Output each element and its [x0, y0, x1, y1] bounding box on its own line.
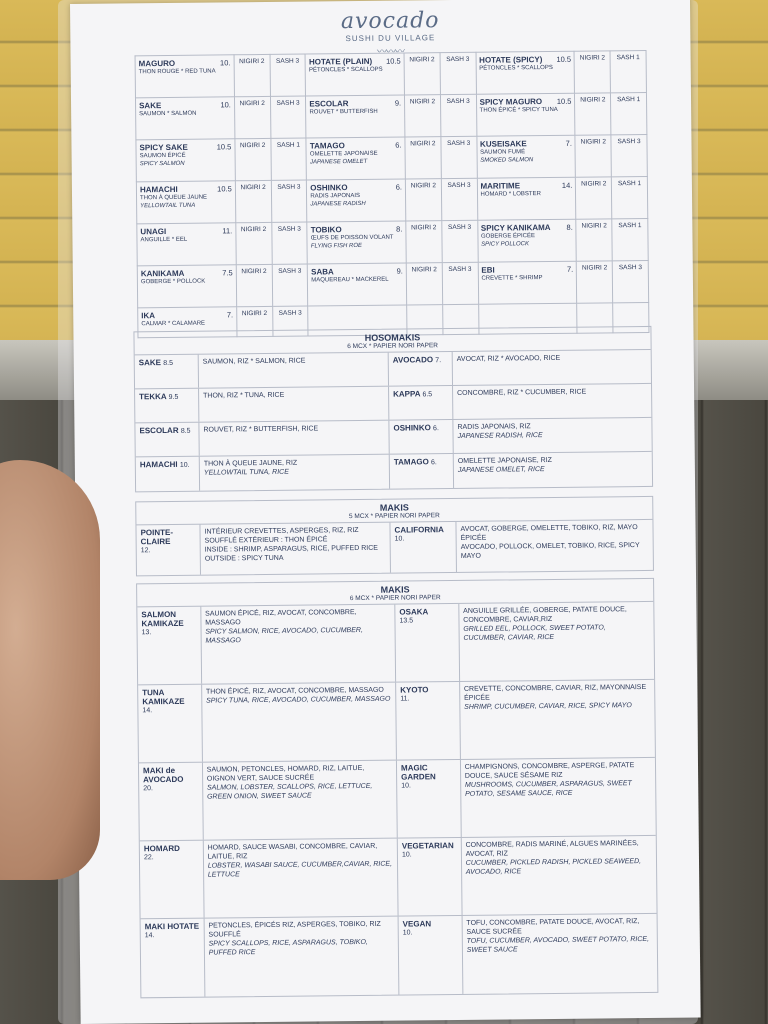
nigiri-price: 7. [226, 310, 234, 320]
hosomaki-price: 6. [432, 425, 439, 433]
nigiri-item-cell [137, 223, 236, 266]
hand [0, 460, 100, 880]
nigiri-name: TAMAGO [309, 141, 345, 151]
nigiri-desc-fr: MAQUEREAU * MACKEREL [311, 276, 389, 284]
maki-name-cell [138, 685, 203, 763]
maki-desc-cell [456, 520, 653, 572]
hosomaki-name-cell [390, 454, 454, 489]
maki-price: 12. [140, 547, 151, 555]
hosomaki-row [135, 418, 651, 457]
nigiri-item-cell [305, 53, 404, 96]
maki-desc-fr: CONCOMBRE, RADIS MARINÉ, ALGUES MARINÉES, AVOCAT, RIZ [465, 840, 639, 858]
nigiri-desc-en: JAPANESE RADISH [310, 200, 366, 208]
maki-row [139, 758, 656, 841]
hosomaki-desc: OMELETTE JAPONAISE, RIZ [457, 456, 552, 465]
nigiri-item-cell [477, 177, 576, 220]
hosomaki-desc: ROUVET, RIZ * BUTTERFISH, RICE [203, 425, 319, 434]
maki-name-cell [395, 604, 460, 682]
maki-name: TUNA KAMIKAZE [142, 688, 185, 707]
hosomaki-name: ESCOLAR [139, 425, 181, 436]
maki-desc-en: AVOCADO, POLLOCK, OMELET, TOBIKO, RICE, SPICY MAYO [460, 542, 640, 560]
nigiri-desc-en: JAPANESE OMELET [309, 158, 368, 166]
maki-desc-cell [462, 914, 657, 994]
nigiri-desc-fr: PÉTONCLES * SCALLOPS [308, 66, 383, 74]
nigiri-price: 10.5 [216, 142, 232, 152]
nigiri-desc-fr: ŒUFS DE POISSON VOLANT [310, 234, 394, 242]
nigiri-desc-fr: OMELETTE JAPONAISE [309, 150, 378, 158]
hosomaki-desc-cell [200, 455, 390, 491]
hosomaki-name: AVOCADO [392, 355, 436, 365]
maki-name-cell [137, 607, 202, 685]
nigiri-desc-fr: THON À QUEUE JAUNE [140, 194, 208, 202]
nigiri-desc-fr: ANGUILLE * EEL [140, 236, 188, 244]
maki-price: 10. [394, 535, 405, 543]
nigiri-label: NIGIRI 2 [406, 221, 442, 263]
hosomaki-desc-en: JAPANESE RADISH, RICE [457, 432, 543, 440]
maki-name-cell [396, 682, 461, 760]
nigiri-label: NIGIRI 2 [234, 96, 270, 138]
sashimi-label: SASH 3 [271, 180, 307, 222]
maki-row [138, 680, 655, 763]
hosomaki-name-cell [135, 423, 199, 457]
sashimi-label: SASH 3 [441, 136, 477, 178]
nigiri-name: SAKE [139, 101, 162, 111]
nigiri-name: SPICY SAKE [139, 142, 188, 153]
nigiri-price: 6. [395, 182, 403, 192]
nigiri-desc-fr: SAUMON FUMÉ [480, 149, 526, 156]
hosomaki-name: HAMACHI [139, 459, 180, 470]
logo-waves-icon: 〰〰〰 [376, 46, 405, 58]
nigiri-name: KANIKAMA [140, 268, 185, 279]
nigiri-label: NIGIRI 2 [235, 180, 271, 222]
nigiri-price: 7.5 [222, 268, 233, 278]
nigiri-item-cell [137, 265, 236, 308]
nigiri-price: 8. [566, 222, 573, 232]
nigiri-label: NIGIRI 2 [235, 138, 271, 180]
nigiri-label: NIGIRI 2 [405, 179, 441, 221]
nigiri-label: NIGIRI 2 [404, 53, 440, 95]
maki-name: SALMON KAMIKAZE [141, 609, 184, 629]
nigiri-desc-fr: GOBERGE ÉPICÉE [480, 233, 536, 240]
section-subtitle: 6 MCX * PAPIER NORI PAPER [135, 340, 651, 355]
nigiri-desc-fr: CREVETTE * SHRIMP [481, 275, 543, 282]
maki-desc-en: SHRIMP, CUCUMBER, CAVIAR, RICE, SPICY MAYO [464, 702, 632, 711]
hosomaki-price: 9.5 [168, 393, 179, 401]
nigiri-row [136, 134, 647, 181]
maki-desc-cell [461, 758, 656, 837]
nigiri-item-cell [478, 261, 577, 304]
hosomaki-desc-cell [454, 452, 644, 488]
maki-desc-cell [204, 917, 399, 997]
nigiri-price: 10. [219, 58, 231, 68]
nigiri-name: SPICY KANIKAMA [480, 222, 551, 233]
nigiri-desc-en: SPICY POLLOCK [481, 241, 530, 248]
menu-sheet [70, 0, 701, 1024]
hosomaki-name-cell [135, 389, 199, 423]
nigiri-label: NIGIRI 2 [236, 264, 272, 306]
nigiri-desc-en: SPICY SALMON [139, 160, 185, 168]
sashimi-label: SASH 3 [442, 262, 478, 304]
nigiri-label: NIGIRI 2 [577, 261, 613, 303]
sashimi-label: SASH 1 [612, 218, 648, 260]
nigiri-desc-fr: THON ROUGE * RED TUNA [138, 68, 216, 76]
hosomaki-desc-cell [453, 384, 643, 419]
maki-name-cell [390, 522, 457, 573]
sashimi-label: SASH 1 [612, 176, 648, 218]
nigiri-name: UNAGI [140, 227, 167, 237]
hosomaki-row [136, 452, 652, 491]
maki-price: 11. [400, 695, 410, 703]
maki-name: HOMARD [143, 843, 180, 854]
logo [310, 8, 471, 59]
nigiri-name: KUSEISAKE [479, 139, 527, 149]
nigiri-name: IKA [141, 311, 156, 321]
nigiri-desc-en: SMOKED SALMON [480, 157, 534, 164]
sashimi-label: SASH 3 [272, 264, 308, 306]
maki-name: MAKI HOTATE [144, 921, 200, 932]
nigiri-price: 14. [561, 180, 573, 190]
maki-desc-en: SPICY SALMON, RICE, AVOCADO, CUCUMBER, MASSAGO [205, 626, 363, 645]
maki-desc-fr: INTÉRIEUR CREVETTES, ASPERGES, RIZ, RIZ SOUFFLÉ EXTÉRIEUR : THON ÉPICÉ [204, 527, 359, 545]
maki-desc-cell [203, 761, 398, 840]
maki-name: POINTE-CLAIRE [140, 527, 174, 547]
maki-price: 22. [143, 854, 154, 862]
maki-desc-fr: AVOCAT, GOBERGE, OMELETTE, TOBIKO, RIZ, MAYO ÉPICÉE [460, 524, 638, 542]
hosomaki-desc: RADIS JAPONAIS, RIZ [457, 423, 531, 431]
nigiri-desc-en: YELLOWTAIL TUNA [140, 202, 196, 210]
nigiri-price: 11. [222, 226, 233, 236]
maki-desc-cell [202, 683, 397, 762]
hosomaki-desc: THON À QUEUE JAUNE, RIZ [203, 459, 298, 468]
hosomaki-desc-cell [199, 387, 389, 422]
maki-desc-fr: SAUMON, PETONCLES, HOMARD, RIZ, LAITUE, OIGNON VERT, SAUCE SUCRÉE [206, 764, 365, 783]
nigiri-item-cell [307, 179, 406, 222]
maki-name-cell [139, 763, 204, 841]
nigiri-name: OSHINKO [310, 183, 348, 193]
hosomaki-name-cell [389, 420, 453, 454]
sashimi-label: SASH 1 [610, 50, 646, 92]
hosomaki-desc-en: YELLOWTAIL TUNA, RICE [203, 468, 289, 477]
maki-desc-en: TOFU, CUCUMBER, AVOCADO, SWEET POTATO, RICE, SWEET SAUCE [466, 935, 650, 954]
hosomaki-name-cell [389, 386, 453, 420]
nigiri-name: TOBIKO [310, 225, 342, 235]
maki-price: 10. [401, 851, 412, 859]
maki-desc-en: SALMON, LOBSTER, SCALLOPS, RICE, LETTUCE, GREEN ONION, SWEET SAUCE [206, 782, 373, 801]
nigiri-name: HAMACHI [139, 184, 178, 195]
nigiri-price: 10.5 [385, 56, 401, 66]
maki-desc-fr: THON ÉPICÉ, RIZ, AVOCAT, CONCOMBRE, MASSAGO [205, 686, 384, 696]
maki-desc-fr: CHAMPIGNONS, CONCOMBRE, ASPERGE, PATATE DOUCE, SAUCE SÉSAME RIZ [464, 762, 635, 780]
maki-row [137, 602, 654, 685]
maki-desc-en: INSIDE : SHRIMP, ASPARAGUS, RICE, PUFFED RICE OUTSIDE : SPICY TUNA [204, 544, 378, 563]
hosomaki-name: TEKKA [139, 391, 169, 402]
hosomaki-name-cell [136, 457, 200, 492]
nigiri-table [135, 50, 650, 338]
nigiri-item-cell [136, 139, 235, 182]
maki-name-cell [397, 760, 462, 838]
maki-price: 14. [142, 707, 153, 715]
nigiri-desc-fr: ROUVET * BUTTERFISH [309, 108, 378, 116]
nigiri-price: 9. [396, 266, 403, 276]
hosomaki-name: SAKE [138, 358, 164, 368]
maki-desc-en: GRILLED EEL, POLLOCK, SWEET POTATO, CUCUMBER, CAVIAR, RICE [463, 624, 606, 642]
nigiri-label: NIGIRI 2 [234, 54, 270, 96]
maki-desc-cell [460, 680, 655, 759]
nigiri-desc-en: FLYING FISH ROE [310, 242, 363, 250]
maki-desc-cell [200, 523, 391, 575]
hosomaki-desc-cell [199, 353, 389, 388]
sashimi-label: SASH 3 [440, 94, 476, 136]
maki-name: KYOTO [400, 685, 429, 695]
nigiri-name: ESCOLAR [309, 99, 349, 109]
section-title: HOSOMAKIS [364, 332, 421, 343]
maki-desc-cell [459, 602, 654, 681]
nigiri-item-cell [306, 95, 405, 138]
maki-desc-en: CUCUMBER, PICKLED RADISH, PICKLED SEAWEED, AVOCADO, RICE [465, 858, 642, 876]
maki-desc-fr: CREVETTE, CONCOMBRE, CAVIAR, RIZ, MAYONNAISE ÉPICÉE [463, 684, 647, 702]
maki-price: 13.5 [399, 617, 414, 625]
maki-name: MAKI de AVOCADO [142, 765, 184, 785]
hosomaki-desc-cell [199, 421, 389, 456]
maki-name: OSAKA [399, 607, 429, 617]
nigiri-label: NIGIRI 2 [236, 222, 272, 264]
maki-desc-cell [462, 836, 657, 915]
nigiri-price: 7. [565, 138, 572, 148]
maki-name: VEGAN [402, 919, 432, 929]
nigiri-label: NIGIRI 2 [574, 51, 610, 93]
nigiri-item-cell [476, 93, 575, 136]
nigiri-name: HOTATE (SPICY) [479, 55, 543, 65]
sashimi-label: SASH 3 [442, 220, 478, 262]
nigiri-name: SABA [311, 267, 334, 277]
nigiri-row [137, 260, 648, 307]
maki-desc-fr: HOMARD, SAUCE WASABI, CONCOMBRE, CAVIAR, LAITUE, RIZ [207, 842, 378, 861]
hosomaki-name: TAMAGO [393, 457, 432, 467]
nigiri-price: 9. [394, 98, 402, 108]
maki-name-cell [141, 919, 206, 998]
section-title: MAKIS [380, 584, 410, 595]
maki-name-cell [399, 916, 464, 995]
nigiri-desc-fr: RADIS JAPONAIS [310, 192, 361, 200]
hosomaki-name: OSHINKO [393, 423, 434, 433]
hosomaki-desc-en: JAPANESE OMELET, RICE [457, 466, 545, 474]
section-title: MAKIS [379, 502, 409, 513]
maki-name-cell [398, 838, 463, 916]
maki-desc-fr: SAUMON ÉPICÉ, RIZ, AVOCAT, CONCOMBRE, MASSAGO [205, 609, 357, 627]
nigiri-desc-fr: THON ÉPICÉ * SPICY TUNA [479, 106, 558, 114]
nigiri-row [136, 176, 647, 223]
nigiri-price: 6. [395, 140, 402, 150]
nigiri-desc-fr: HOMARD * LOBSTER [480, 191, 541, 198]
nigiri-desc-fr: CALMAR * CALAMARE [141, 320, 206, 328]
nigiri-label: NIGIRI 2 [236, 306, 272, 336]
section-subtitle: 5 MCX * PAPIER NORI PAPER [136, 510, 652, 525]
nigiri-price: 8. [396, 224, 403, 234]
nigiri-item-cell [136, 181, 235, 224]
sashimi-label: SASH 3 [270, 54, 306, 96]
nigiri-name: EBI [481, 265, 495, 275]
sashimi-label: SASH 3 [271, 222, 307, 264]
hosomaki-name-cell [389, 352, 453, 386]
maki-row [140, 836, 657, 919]
nigiri-item-cell [306, 137, 405, 180]
hosomaki-desc-cell [453, 418, 643, 453]
sashimi-label: SASH 3 [272, 306, 308, 336]
nigiri-desc-fr: GOBERGE * POLLOCK [140, 278, 206, 286]
maki-name-cell [136, 525, 201, 576]
maki-row [136, 520, 652, 575]
nigiri-name: MAGURO [138, 58, 176, 69]
sashimi-label: SASH 1 [271, 138, 307, 180]
nigiri-label: NIGIRI 2 [405, 95, 441, 137]
nigiri-price: 10.5 [217, 184, 232, 194]
makis-5-section [135, 496, 654, 576]
hosomaki-price: 8.5 [163, 359, 173, 368]
maki-desc-en: MUSHROOMS, CUCUMBER, ASPARAGUS, SWEET POTATO, SESAME SAUCE, RICE [464, 780, 632, 798]
maki-desc-cell [204, 839, 399, 918]
nigiri-item-cell [476, 135, 575, 178]
nigiri-name: HOTATE (PLAIN) [308, 56, 373, 67]
nigiri-label: NIGIRI 2 [576, 177, 612, 219]
nigiri-name: SPICY MAGURO [479, 97, 543, 107]
nigiri-item-cell [308, 263, 407, 306]
hosomakis-section [133, 326, 653, 492]
maki-name-cell [140, 841, 205, 919]
nigiri-row [135, 50, 646, 97]
nigiri-price: 10.5 [556, 96, 572, 106]
hosomaki-desc: CONCOMBRE, RIZ * CUCUMBER, RICE [457, 388, 587, 397]
hosomaki-price: 6. [430, 459, 437, 467]
nigiri-row [135, 92, 646, 139]
hosomaki-desc: THON, RIZ * TUNA, RICE [203, 391, 285, 400]
sashimi-label: SASH 3 [611, 134, 647, 176]
maki-price: 14. [144, 932, 155, 940]
sashimi-label: SASH 3 [440, 52, 476, 94]
section-subtitle: 6 MCX * PAPIER NORI PAPER [137, 592, 653, 607]
nigiri-desc-fr: PÉTONCLES * SCALLOPS [479, 64, 553, 72]
maki-price: 20. [143, 785, 153, 793]
maki-price: 10. [402, 929, 413, 937]
maki-price: 13. [141, 629, 152, 637]
maki-desc-en: LOBSTER, WASABI SAUCE, CUCUMBER,CAVIAR, RICE, LETTUCE [207, 860, 393, 879]
hosomaki-price: 7. [435, 357, 442, 365]
sashimi-label: SASH 1 [611, 92, 647, 134]
maki-name: MAGIC GARDEN [400, 763, 436, 782]
sashimi-label: SASH 3 [270, 96, 306, 138]
sashimi-label: SASH 3 [441, 178, 477, 220]
hosomaki-name-cell [135, 355, 199, 389]
logo-subtitle: SUSHI DU VILLAGE [345, 33, 436, 44]
maki-desc-fr: TOFU, CONCOMBRE, PATATE DOUCE, AVOCAT, RIZ, SAUCE SUCRÉE [466, 918, 640, 936]
hosomaki-price: 10. [179, 461, 190, 469]
hosomaki-desc-cell [453, 350, 643, 385]
maki-name: CALIFORNIA [394, 525, 444, 535]
nigiri-label: NIGIRI 2 [575, 135, 611, 177]
nigiri-row [137, 218, 648, 265]
nigiri-price: 10. [220, 100, 231, 110]
hosomaki-desc: AVOCAT, RIZ * AVOCADO, RICE [456, 354, 561, 363]
logo-script: avocado [340, 8, 440, 35]
sashimi-label: SASH 3 [612, 260, 648, 302]
hosomaki-row [135, 384, 651, 423]
nigiri-desc-fr: SAUMON * SALMON [139, 110, 197, 118]
hosomaki-desc: SAUMON, RIZ * SALMON, RICE [202, 357, 306, 366]
hosomaki-row [135, 350, 651, 389]
nigiri-item-cell [135, 55, 234, 98]
nigiri-label: NIGIRI 2 [405, 137, 441, 179]
nigiri-item-cell [307, 221, 406, 264]
nigiri-item-cell [135, 97, 234, 140]
hosomaki-price: 6.5 [422, 391, 433, 399]
nigiri-name: MARITIME [480, 181, 521, 191]
hosomaki-name: KAPPA [393, 389, 423, 399]
nigiri-item-cell [476, 51, 575, 94]
nigiri-price: 7. [566, 264, 574, 274]
maki-desc-fr: ANGUILLE GRILLÉE, GOBERGE, PATATE DOUCE, CONCOMBRE, CAVIAR,RIZ [463, 606, 627, 624]
nigiri-label: NIGIRI 2 [575, 93, 611, 135]
maki-price: 10. [401, 782, 411, 790]
makis-6-section [136, 578, 658, 998]
nigiri-item-cell [477, 219, 576, 262]
maki-desc-en: SPICY SCALLOPS, RICE, ASPARAGUS, TOBIKO, PUFFED RICE [208, 938, 368, 957]
nigiri-price: 10.5 [556, 54, 572, 64]
maki-row [141, 914, 658, 997]
nigiri-label: NIGIRI 2 [406, 263, 442, 305]
nigiri-desc-fr: SAUMON ÉPICÉ [139, 152, 186, 160]
maki-desc-fr: PETONCLES, ÉPICÉS RIZ, ASPERGES, TOBIKO, RIZ SOUFFLÉ [208, 920, 381, 939]
hosomaki-price: 8.5 [180, 427, 191, 435]
maki-desc-en: SPICY TUNA, RICE, AVOCADO, CUCUMBER, MASSAGO [206, 695, 391, 705]
maki-name: VEGETARIAN [401, 841, 454, 851]
maki-desc-cell [201, 605, 396, 684]
nigiri-label: NIGIRI 2 [576, 219, 612, 261]
